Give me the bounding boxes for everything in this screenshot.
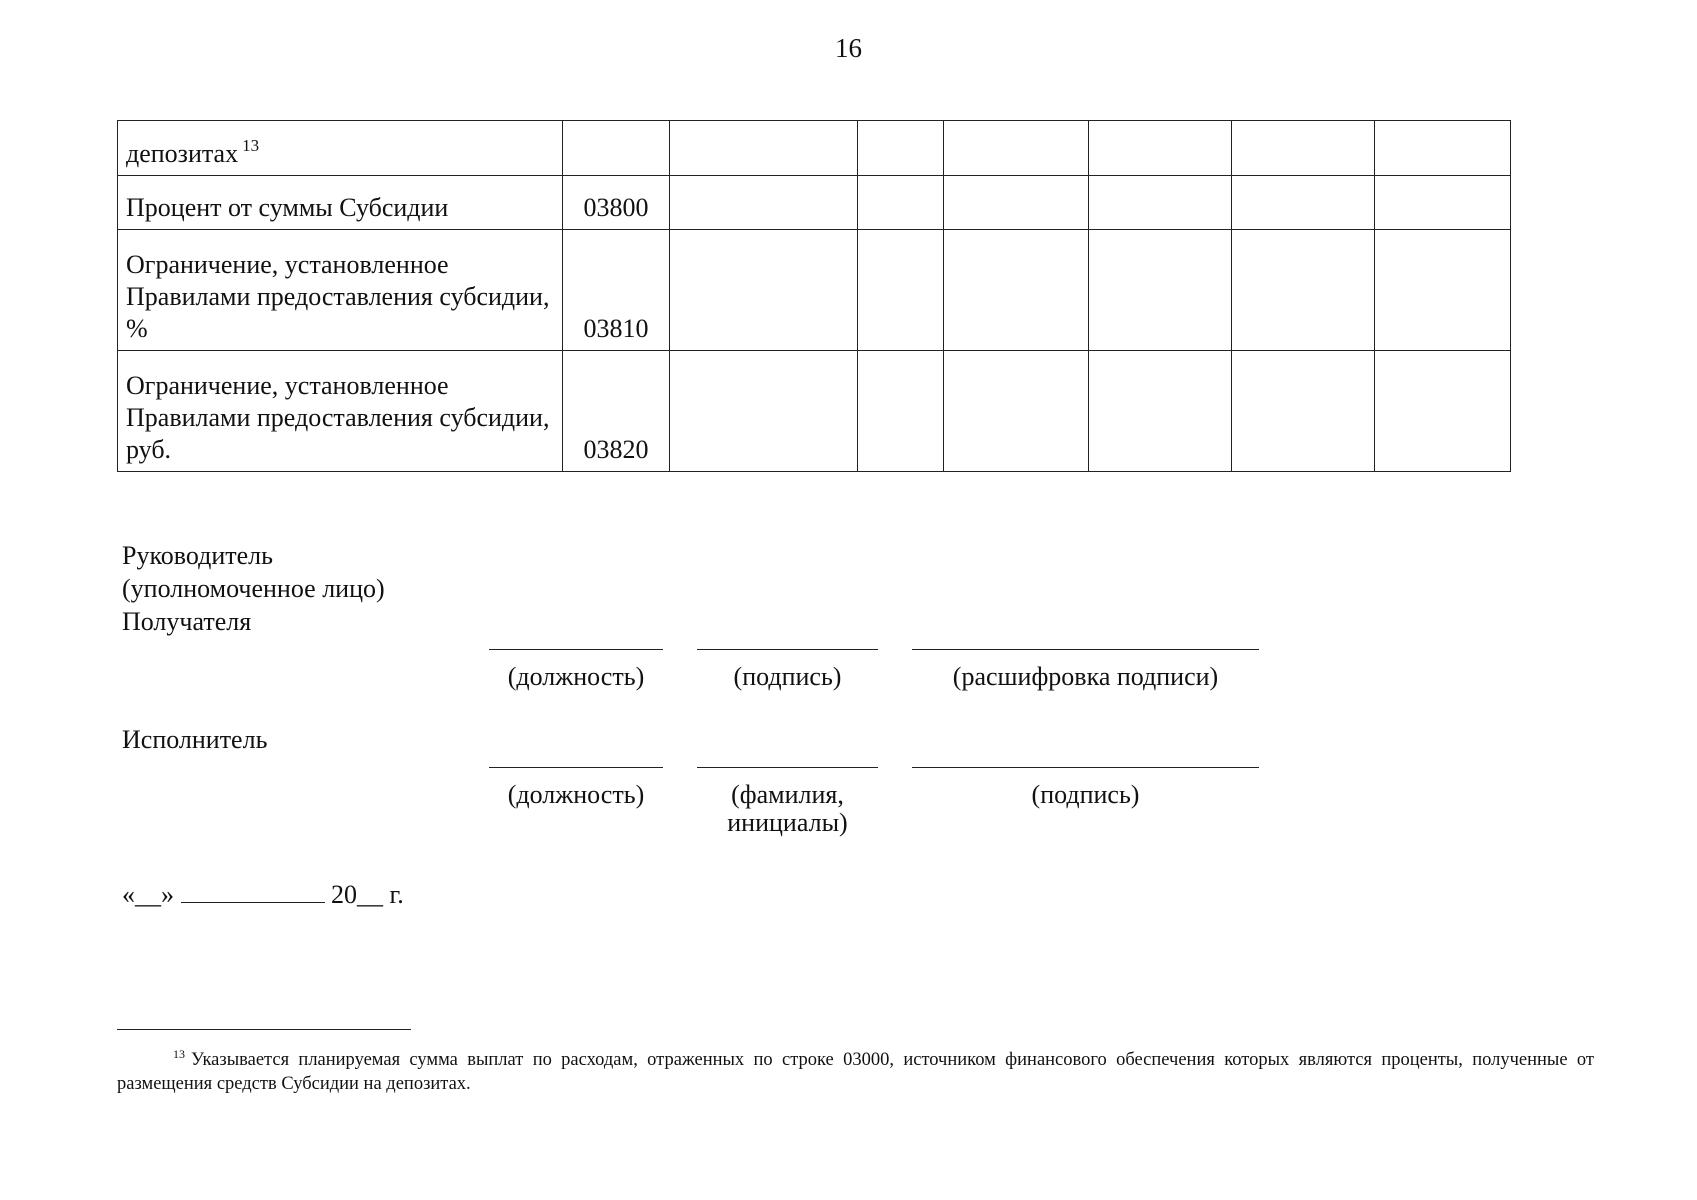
footnote-separator — [117, 1029, 411, 1030]
table-cell — [1089, 176, 1232, 230]
table-cell — [1232, 176, 1375, 230]
executor-signature-line[interactable] — [912, 767, 1259, 768]
footnote-number: 13 — [173, 1047, 185, 1061]
row-label: Ограничение, установленное Правилами предоставления субсидии, руб. — [118, 351, 563, 472]
page-number: 16 — [835, 33, 862, 63]
footnote — [117, 1042, 1594, 1096]
table-cell — [1375, 351, 1511, 472]
table-cell — [858, 230, 944, 351]
table-row — [118, 121, 1511, 176]
row-code: 03810 — [563, 230, 670, 351]
table-cell — [1089, 351, 1232, 472]
table-cell — [670, 176, 858, 230]
row-code — [563, 121, 670, 176]
row-label: депозитах $^{13}$ — [118, 121, 563, 176]
footnote-ref: 13 — [242, 136, 260, 155]
table-cell — [1089, 121, 1232, 176]
executor-position-caption: (должность) — [507, 780, 645, 809]
table-cell — [670, 230, 858, 351]
table-row — [118, 230, 1511, 351]
executor-name-caption: (фамилия, инициалы) — [727, 780, 848, 837]
table-cell — [858, 121, 944, 176]
date-day: «__» — [122, 880, 174, 909]
table-cell — [1089, 230, 1232, 351]
report-table — [117, 120, 1511, 472]
head-signature-decoding-caption: (расшифровка подписи) — [952, 662, 1219, 691]
table-row — [118, 351, 1511, 472]
executor-name-line[interactable] — [697, 767, 878, 768]
table-cell — [944, 176, 1089, 230]
head-position-line[interactable] — [489, 649, 663, 650]
footnote-text: Указывается планируемая сумма выплат по расходам, отраженных по строке 03000, источником финансового обеспечения которых являются проценты, полученные от размещения средств Субсидии на депозитах. — [117, 1050, 1594, 1094]
row-code: 03820 — [563, 351, 670, 472]
table-cell — [670, 351, 858, 472]
head-signature-line[interactable] — [697, 649, 878, 650]
table-cell — [944, 351, 1089, 472]
executor-signature-caption: (подпись) — [1031, 780, 1140, 809]
table-cell — [1232, 121, 1375, 176]
date-field — [122, 876, 404, 911]
table-cell — [1232, 230, 1375, 351]
table-cell — [944, 230, 1089, 351]
date-month-line[interactable] — [181, 876, 325, 903]
executor-position-line[interactable] — [489, 767, 663, 768]
table-row — [118, 176, 1511, 230]
table-cell — [1375, 230, 1511, 351]
table-cell — [944, 121, 1089, 176]
executor-label: Исполнитель — [122, 725, 268, 754]
table-cell — [858, 351, 944, 472]
table-cell — [858, 176, 944, 230]
row-code: 03800 — [563, 176, 670, 230]
head-signature-caption: (подпись) — [733, 662, 842, 691]
head-label: Руководитель (уполномоченное лицо) Получателя — [122, 541, 385, 636]
row-label: Процент от суммы Субсидии — [118, 176, 563, 230]
table-cell — [1375, 121, 1511, 176]
head-position-caption: (должность) — [507, 662, 645, 691]
table-cell — [670, 121, 858, 176]
date-year-prefix: 20 — [331, 880, 357, 909]
date-year-suffix: __ г. — [357, 880, 404, 909]
row-label: Ограничение, установленное Правилами предоставления субсидии, % — [118, 230, 563, 351]
head-signature-decoding-line[interactable] — [912, 649, 1259, 650]
table-cell — [1375, 176, 1511, 230]
table-cell — [1232, 351, 1375, 472]
